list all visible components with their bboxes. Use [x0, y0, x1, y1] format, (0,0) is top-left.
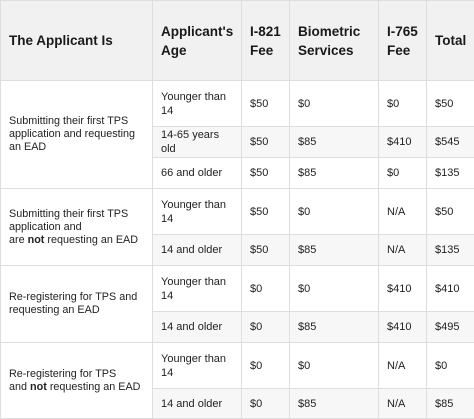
biometric-cell: $0	[290, 266, 379, 312]
table-row	[1, 343, 474, 389]
age-cell: Younger than 14	[153, 343, 242, 389]
i765-cell: $410	[379, 127, 427, 158]
group-label-tail: requesting an EAD	[50, 381, 141, 393]
i821-cell: $50	[242, 189, 290, 235]
group-label-line: Submitting their first TPS application and	[9, 208, 144, 234]
i765-cell: N/A	[379, 343, 427, 389]
age-cell: 14 and older	[153, 389, 242, 419]
total-cell: $0	[427, 343, 474, 389]
i821-cell: $0	[242, 266, 290, 312]
total-cell: $410	[427, 266, 474, 312]
header-biometric: Biometric Services	[290, 1, 379, 81]
total-cell: $135	[427, 158, 474, 189]
biometric-cell: $0	[290, 81, 379, 127]
total-cell: $495	[427, 312, 474, 343]
biometric-cell: $85	[290, 389, 379, 419]
header-total: Total	[427, 1, 474, 81]
i765-cell: $410	[379, 312, 427, 343]
header-age: Applicant's Age	[153, 1, 242, 81]
i821-cell: $50	[242, 158, 290, 189]
group-label-line: Re-registering for TPS	[9, 368, 144, 381]
age-cell: Younger than 14	[153, 189, 242, 235]
biometric-cell: $85	[290, 127, 379, 158]
biometric-cell: $0	[290, 343, 379, 389]
i765-cell: $0	[379, 81, 427, 127]
age-cell: Younger than 14	[153, 266, 242, 312]
header-i821-fee: I-821 Fee	[242, 1, 290, 81]
header-applicant: The Applicant Is	[1, 1, 153, 81]
total-cell: $50	[427, 81, 474, 127]
group-label-tail: requesting an EAD	[47, 234, 138, 246]
group-label-emphasis: not	[28, 234, 45, 246]
group-label-word: and	[9, 381, 27, 393]
total-cell: $545	[427, 127, 474, 158]
age-cell: 14-65 years old	[153, 127, 242, 158]
age-cell: 14 and older	[153, 312, 242, 343]
i765-cell: N/A	[379, 235, 427, 266]
biometric-cell: $85	[290, 235, 379, 266]
total-cell: $50	[427, 189, 474, 235]
group-label-emphasis: not	[30, 381, 47, 393]
age-cell: 66 and older	[153, 158, 242, 189]
i821-cell: $50	[242, 127, 290, 158]
group-label: Re-registering for TPS and requesting an EAD	[1, 266, 153, 343]
i821-cell: $0	[242, 343, 290, 389]
group-label	[1, 343, 153, 419]
biometric-cell: $85	[290, 312, 379, 343]
i765-cell: $0	[379, 158, 427, 189]
table-row	[1, 266, 474, 312]
i821-cell: $50	[242, 235, 290, 266]
header-row	[1, 1, 474, 81]
group-label-word: are	[9, 234, 25, 246]
age-cell: Younger than 14	[153, 81, 242, 127]
table-row	[1, 189, 474, 235]
i821-cell: $50	[242, 81, 290, 127]
total-cell: $135	[427, 235, 474, 266]
group-label	[1, 189, 153, 266]
i765-cell: $410	[379, 266, 427, 312]
total-cell: $85	[427, 389, 474, 419]
i765-cell: N/A	[379, 189, 427, 235]
age-cell: 14 and older	[153, 235, 242, 266]
group-label: Submitting their first TPS application and requesting an EAD	[1, 81, 153, 189]
i821-cell: $0	[242, 389, 290, 419]
biometric-cell: $85	[290, 158, 379, 189]
header-i765-fee: I-765 Fee	[379, 1, 427, 81]
table-row	[1, 81, 474, 127]
i821-cell: $0	[242, 312, 290, 343]
biometric-cell: $0	[290, 189, 379, 235]
i765-cell: N/A	[379, 389, 427, 419]
